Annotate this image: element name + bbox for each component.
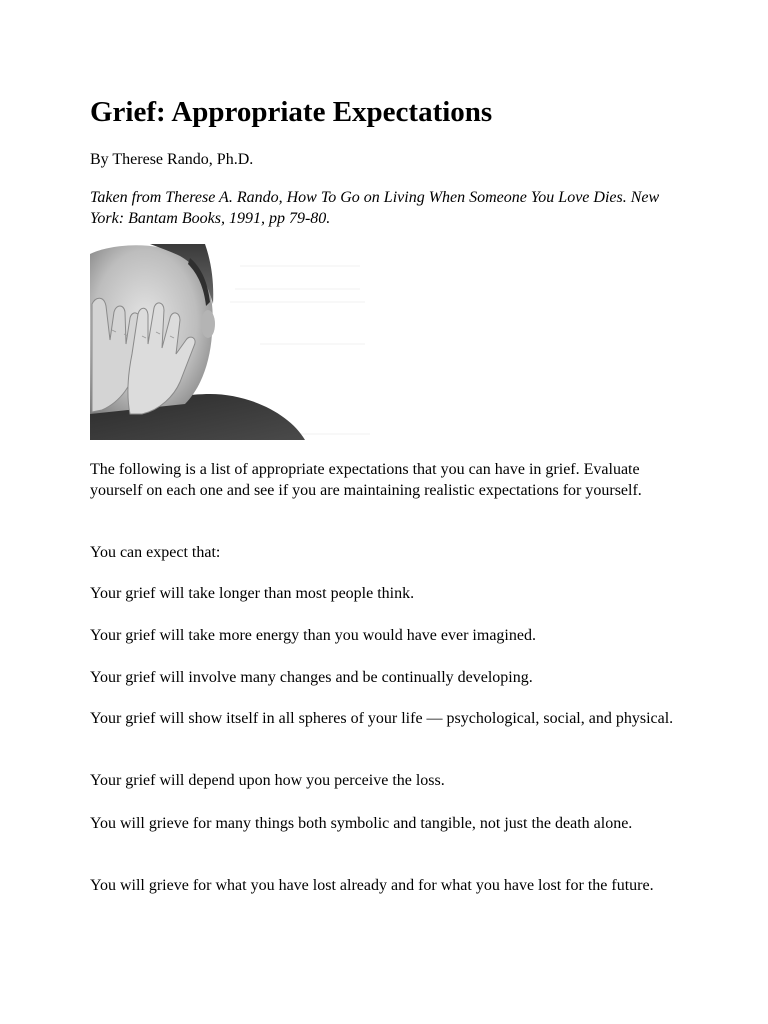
expectation-item: Your grief will depend upon how you perceive the loss.	[90, 772, 445, 789]
expectation-item: Your grief will take more energy than you would have ever imagined.	[90, 627, 536, 644]
intro-paragraph: The following is a list of appropriate expectations that you can have in grief. Evaluate yourself on each one and see if you are maintaining realistic expectations for yourself.	[90, 461, 642, 499]
expectations-heading: You can expect that:	[90, 544, 221, 561]
expectation-item: Your grief will show itself in all spheres of your life — psychological, social, and physical.	[90, 710, 674, 727]
expectation-item: Your grief will take longer than most people think.	[90, 585, 415, 602]
expectation-item: Your grief will involve many changes and be continually developing.	[90, 669, 533, 686]
source-citation: Taken from Therese A. Rando, How To Go on Living When Someone You Love Dies. New York: Bantam Books, 1991, pp 79-80.	[90, 189, 660, 227]
page-title: Grief: Appropriate Expectations	[90, 96, 493, 128]
author-byline: By Therese Rando, Ph.D.	[90, 151, 254, 168]
expectation-item: You will grieve for many things both symbolic and tangible, not just the death alone.	[90, 815, 633, 832]
expectation-item: You will grieve for what you have lost already and for what you have lost for the future.	[90, 877, 654, 894]
grieving-man-photo	[90, 244, 372, 440]
